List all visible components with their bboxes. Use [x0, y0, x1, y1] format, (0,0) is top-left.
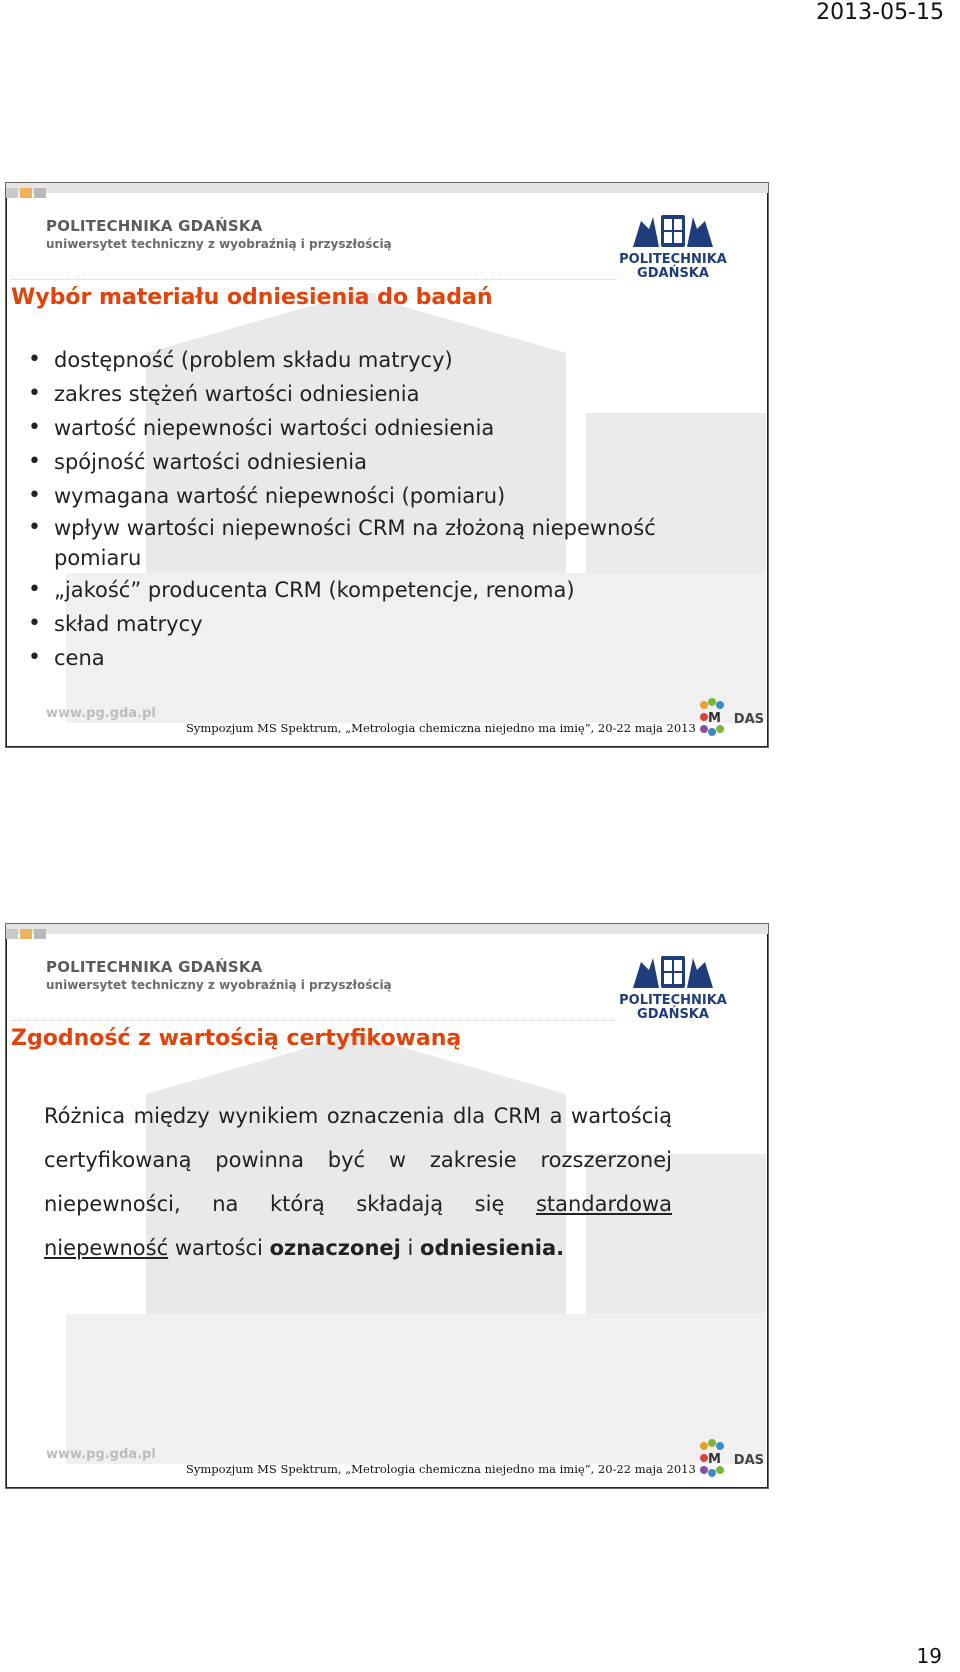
footer-text: Sympozjum MS Spektrum, „Metrologia chemiczna niejedno ma imię”, 20-22 maja 2013	[186, 1462, 696, 1476]
bullet-item: • skład matrycy	[26, 607, 674, 641]
title-divider	[11, 1020, 618, 1021]
modas-mark: M	[708, 1452, 721, 1467]
bullet-item: • zakres stężeń wartości odniesienia	[26, 377, 674, 411]
bullet-item: • wymagana wartość niepewności (pomiaru)	[26, 479, 674, 513]
modas-text: DAS	[733, 1453, 764, 1468]
modas-mark: M	[708, 711, 721, 726]
university-logo	[618, 952, 728, 1022]
modas-text: DAS	[733, 712, 764, 727]
paragraph-text: wartości	[168, 1236, 270, 1260]
bullet-item: • wpływ wartości niepewności CRM na złożoną niepewność pomiaru	[26, 513, 674, 573]
logo-text-line2: GDAŃSKA	[637, 1007, 709, 1022]
footer-url: www.pg.gda.pl	[46, 706, 156, 721]
university-crest-icon	[627, 211, 719, 251]
paragraph-text: i	[400, 1236, 421, 1260]
page-number: 19	[916, 1644, 942, 1668]
bullet-list	[26, 343, 674, 675]
slide-top-stripe	[6, 183, 768, 193]
bullet-item: • spójność wartości odniesienia	[26, 445, 674, 479]
institution-tagline: uniwersytet techniczny z wyobraźnią i przyszłością	[46, 237, 392, 251]
slide-top-stripe	[6, 924, 768, 934]
logo-text-line2: GDAŃSKA	[637, 266, 709, 281]
slide-title: Zgodność z wartością certyfikowaną	[11, 1026, 462, 1051]
slide-title: Wybór materiału odniesienia do badań	[11, 285, 493, 310]
paragraph-underlined: standardowa	[535, 1192, 672, 1216]
bullet-item: • dostępność (problem składu matrycy)	[26, 343, 674, 377]
logo-text-line1: POLITECHNIKA	[619, 252, 727, 267]
footer-url: www.pg.gda.pl	[46, 1447, 156, 1462]
institution-name: POLITECHNIKA GDAŃSKA	[46, 958, 263, 976]
institution-name: POLITECHNIKA GDAŃSKA	[46, 217, 263, 235]
paragraph-text: Różnica między wynikiem oznaczenia dla CRM a wartością certyfikowaną powinna być w zakresie rozszerzonej niepewności, na którą składają się	[44, 1104, 672, 1216]
footer-text: Sympozjum MS Spektrum, „Metrologia chemiczna niejedno ma imię”, 20-22 maja 2013	[186, 721, 696, 735]
paragraph-bold: oznaczonej	[269, 1236, 401, 1260]
paragraph-text: .	[556, 1236, 565, 1260]
bullet-item: • wartość niepewności wartości odniesienia	[26, 411, 674, 445]
slide-paragraph	[44, 1094, 672, 1270]
university-logo	[618, 211, 728, 281]
bullet-item: • cena	[26, 641, 674, 675]
slide-2	[5, 923, 769, 1489]
institution-tagline: uniwersytet techniczny z wyobraźnią i przyszłością	[46, 978, 392, 992]
paragraph-bold: odniesienia	[420, 1236, 557, 1260]
logo-text-line1: POLITECHNIKA	[619, 993, 727, 1008]
page-date: 2013-05-15	[816, 0, 944, 25]
university-crest-icon	[627, 952, 719, 992]
paragraph-underlined: niepewność	[44, 1236, 169, 1260]
title-divider	[11, 279, 618, 280]
bullet-item: • „jakość” producenta CRM (kompetencje, renoma)	[26, 573, 674, 607]
slide-1	[5, 182, 769, 748]
